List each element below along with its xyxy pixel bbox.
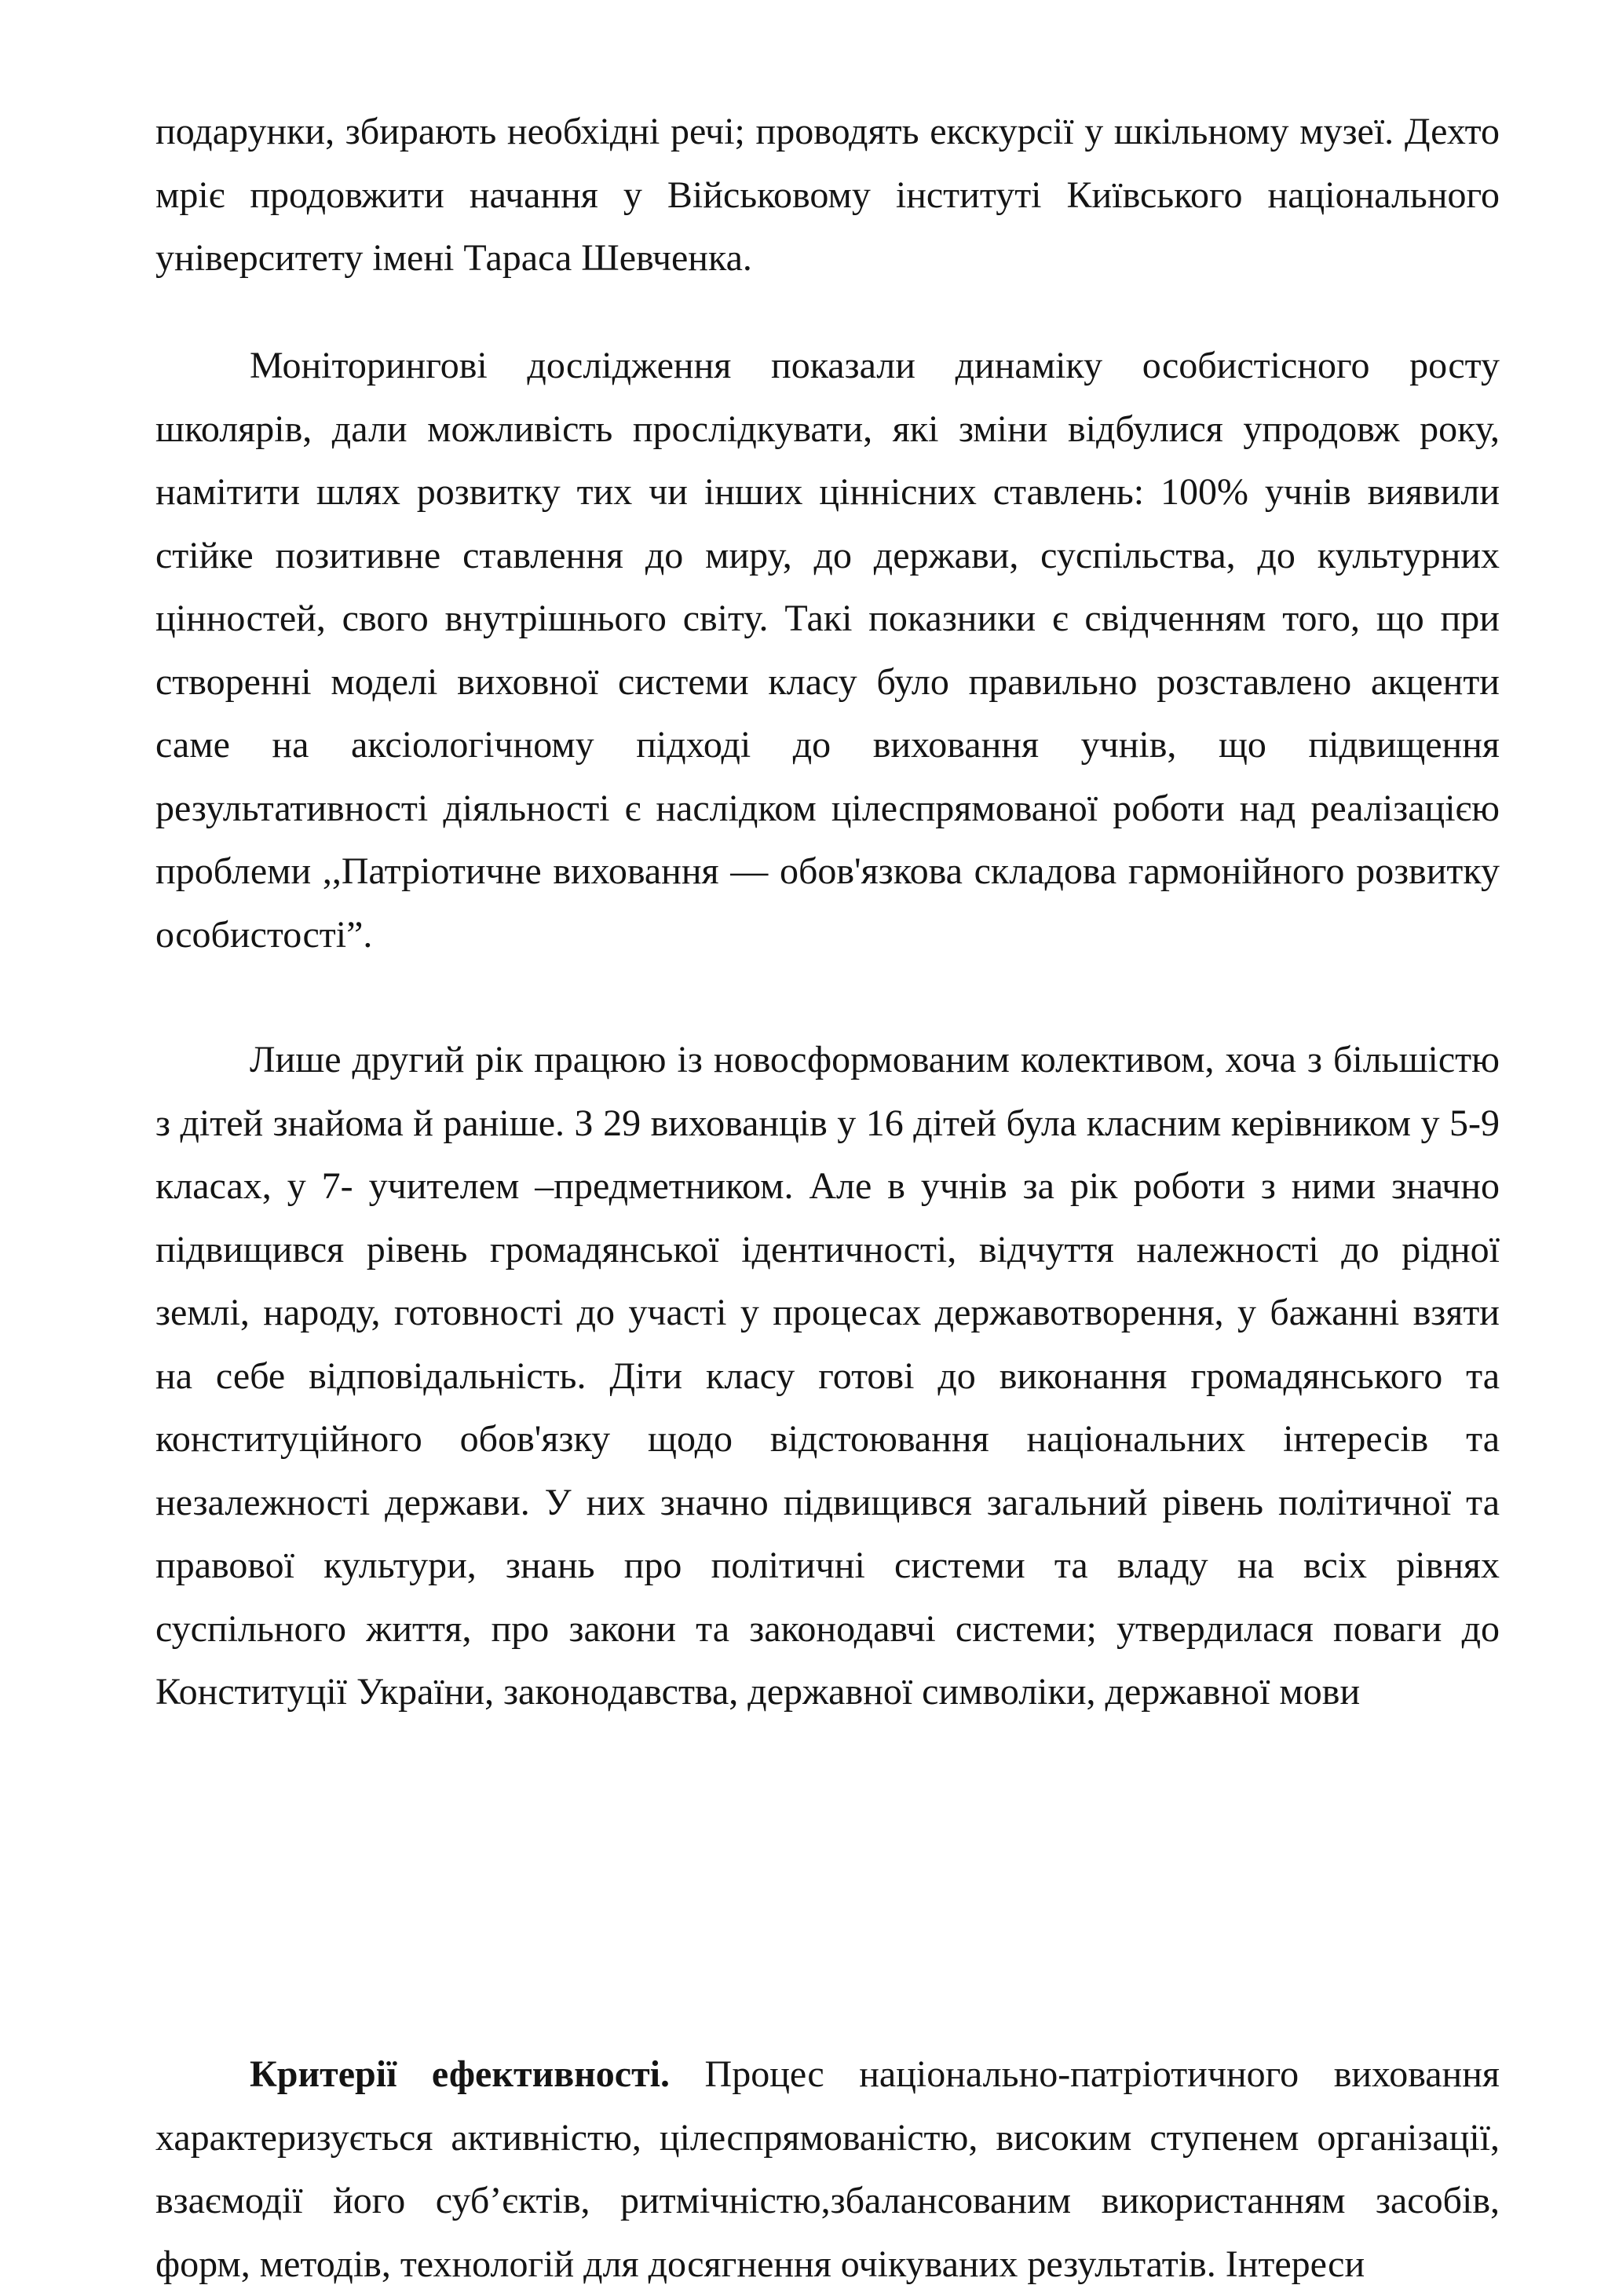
paragraph-text: Лише другий рік працюю із новосформованим колективом, хоча з більшістю з дітей знайома й раніше. З 29 вихованців у 16 дітей була класним керівником у 5-9 класах, у 7- учителем –предметником. Але в учнів за рік роботи з ними значно підвищився рівень громадянської ідентичності, відчуття належності до рідної землі, народу, готовності до участі у процесах державотворення, у бажанні взяти на себе відповідальність. Діти класу готові до виконання громадянського та конституційного обов'язку щодо відстоювання національних інтересів та незалежності держави. У них значно підвищився загальний рівень політичної та правової культури, знань про політичні системи та владу на всіх рівнях суспільного життя, про закони та законодавчі системи; утвердилася поваги до Конституції України, законодавства, державної символіки, державної мови bbox=[155, 1039, 1500, 1713]
paragraph-criteria-body bbox=[155, 2043, 1500, 2296]
paragraph-continuation bbox=[155, 101, 1500, 291]
paragraph-text: подарунки, збирають необхідні речі; проводять екскурсії у шкільному музеї. Дехто мріє продовжити начання у Військовому інституті Київського національного університету імені Тараса Шевченка. bbox=[155, 111, 1500, 279]
paragraph-collective bbox=[155, 1029, 1500, 1724]
paragraph-text: Процес національно-патріотичного виховання характеризується активністю, цілеспрямованістю, високим ступенем організації, взаємодії його суб’єктів, ритмічністю,збалансованим використанням засобів, форм, методів, технологій для досягнення очікуваних результатів. Інтереси bbox=[155, 2053, 1500, 2285]
paragraph-monitoring bbox=[155, 335, 1500, 967]
criteria-term: Критерії ефективності. bbox=[250, 2053, 671, 2095]
paragraph-text: Моніторингові дослідження показали динаміку особистісного росту школярів, дали можливість прослідкувати, які зміни відбулися упродовж року, намітити шлях розвитку тих чи інших ціннісних ставлень: 100% учнів виявили стійке позитивне ставлення до миру, до держави, суспільства, до культурних цінностей, свого внутрішнього світу. Такі показники є свідченням того, що при створенні моделі виховної системи класу було правильно розставлено акценти саме на аксіологічному підході до виховання учнів, що підвищення результативності діяльності є наслідком цілеспрямованої роботи над реалізацією проблеми ,,Патріотичне виховання — обов'язкова складова гармонійного розвитку особистості”. bbox=[155, 345, 1500, 956]
paragraph-criteria bbox=[155, 2043, 1500, 2296]
